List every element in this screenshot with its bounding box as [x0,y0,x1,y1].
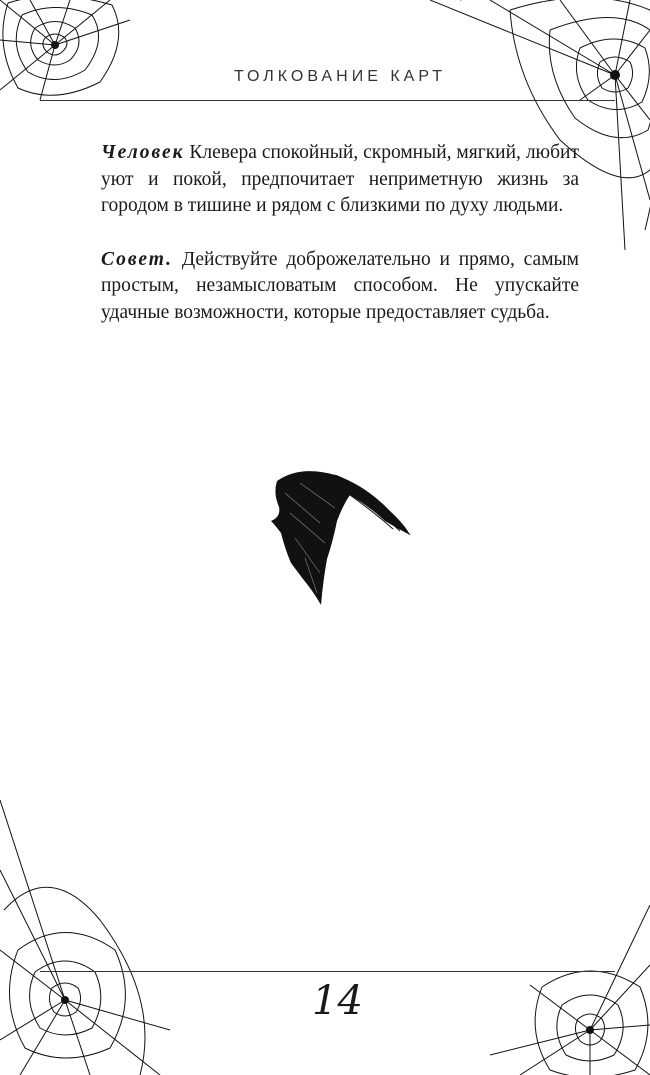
body-text [101,140,579,353]
paragraph-text: Действуйте доброжелательно и прямо, самым простым, незамысловатым способом. Не упускайте удачные возможности, которые предоставляет судьба. [101,248,579,323]
paragraph-lead: Совет. [101,248,174,270]
bat-icon [265,463,415,613]
paragraph-text: Клевера спокойный, скромный, мягкий, любит уют и покой, предпочитает неприметную жизнь за городом в тишине и рядом с близкими по духу людьми. [101,142,579,216]
paragraph-lead: Человек [101,142,185,163]
spiderweb-bottom-left-icon [0,800,170,1075]
running-header: ТОЛКОВАНИЕ КАРТ [233,68,447,85]
footer-rule [40,971,615,972]
paragraph-person [101,140,579,220]
spiderweb-bottom-right-icon [490,905,650,1075]
page-number: 14 [312,978,363,1024]
header-rule [40,100,615,101]
paragraph-advice [101,247,579,327]
